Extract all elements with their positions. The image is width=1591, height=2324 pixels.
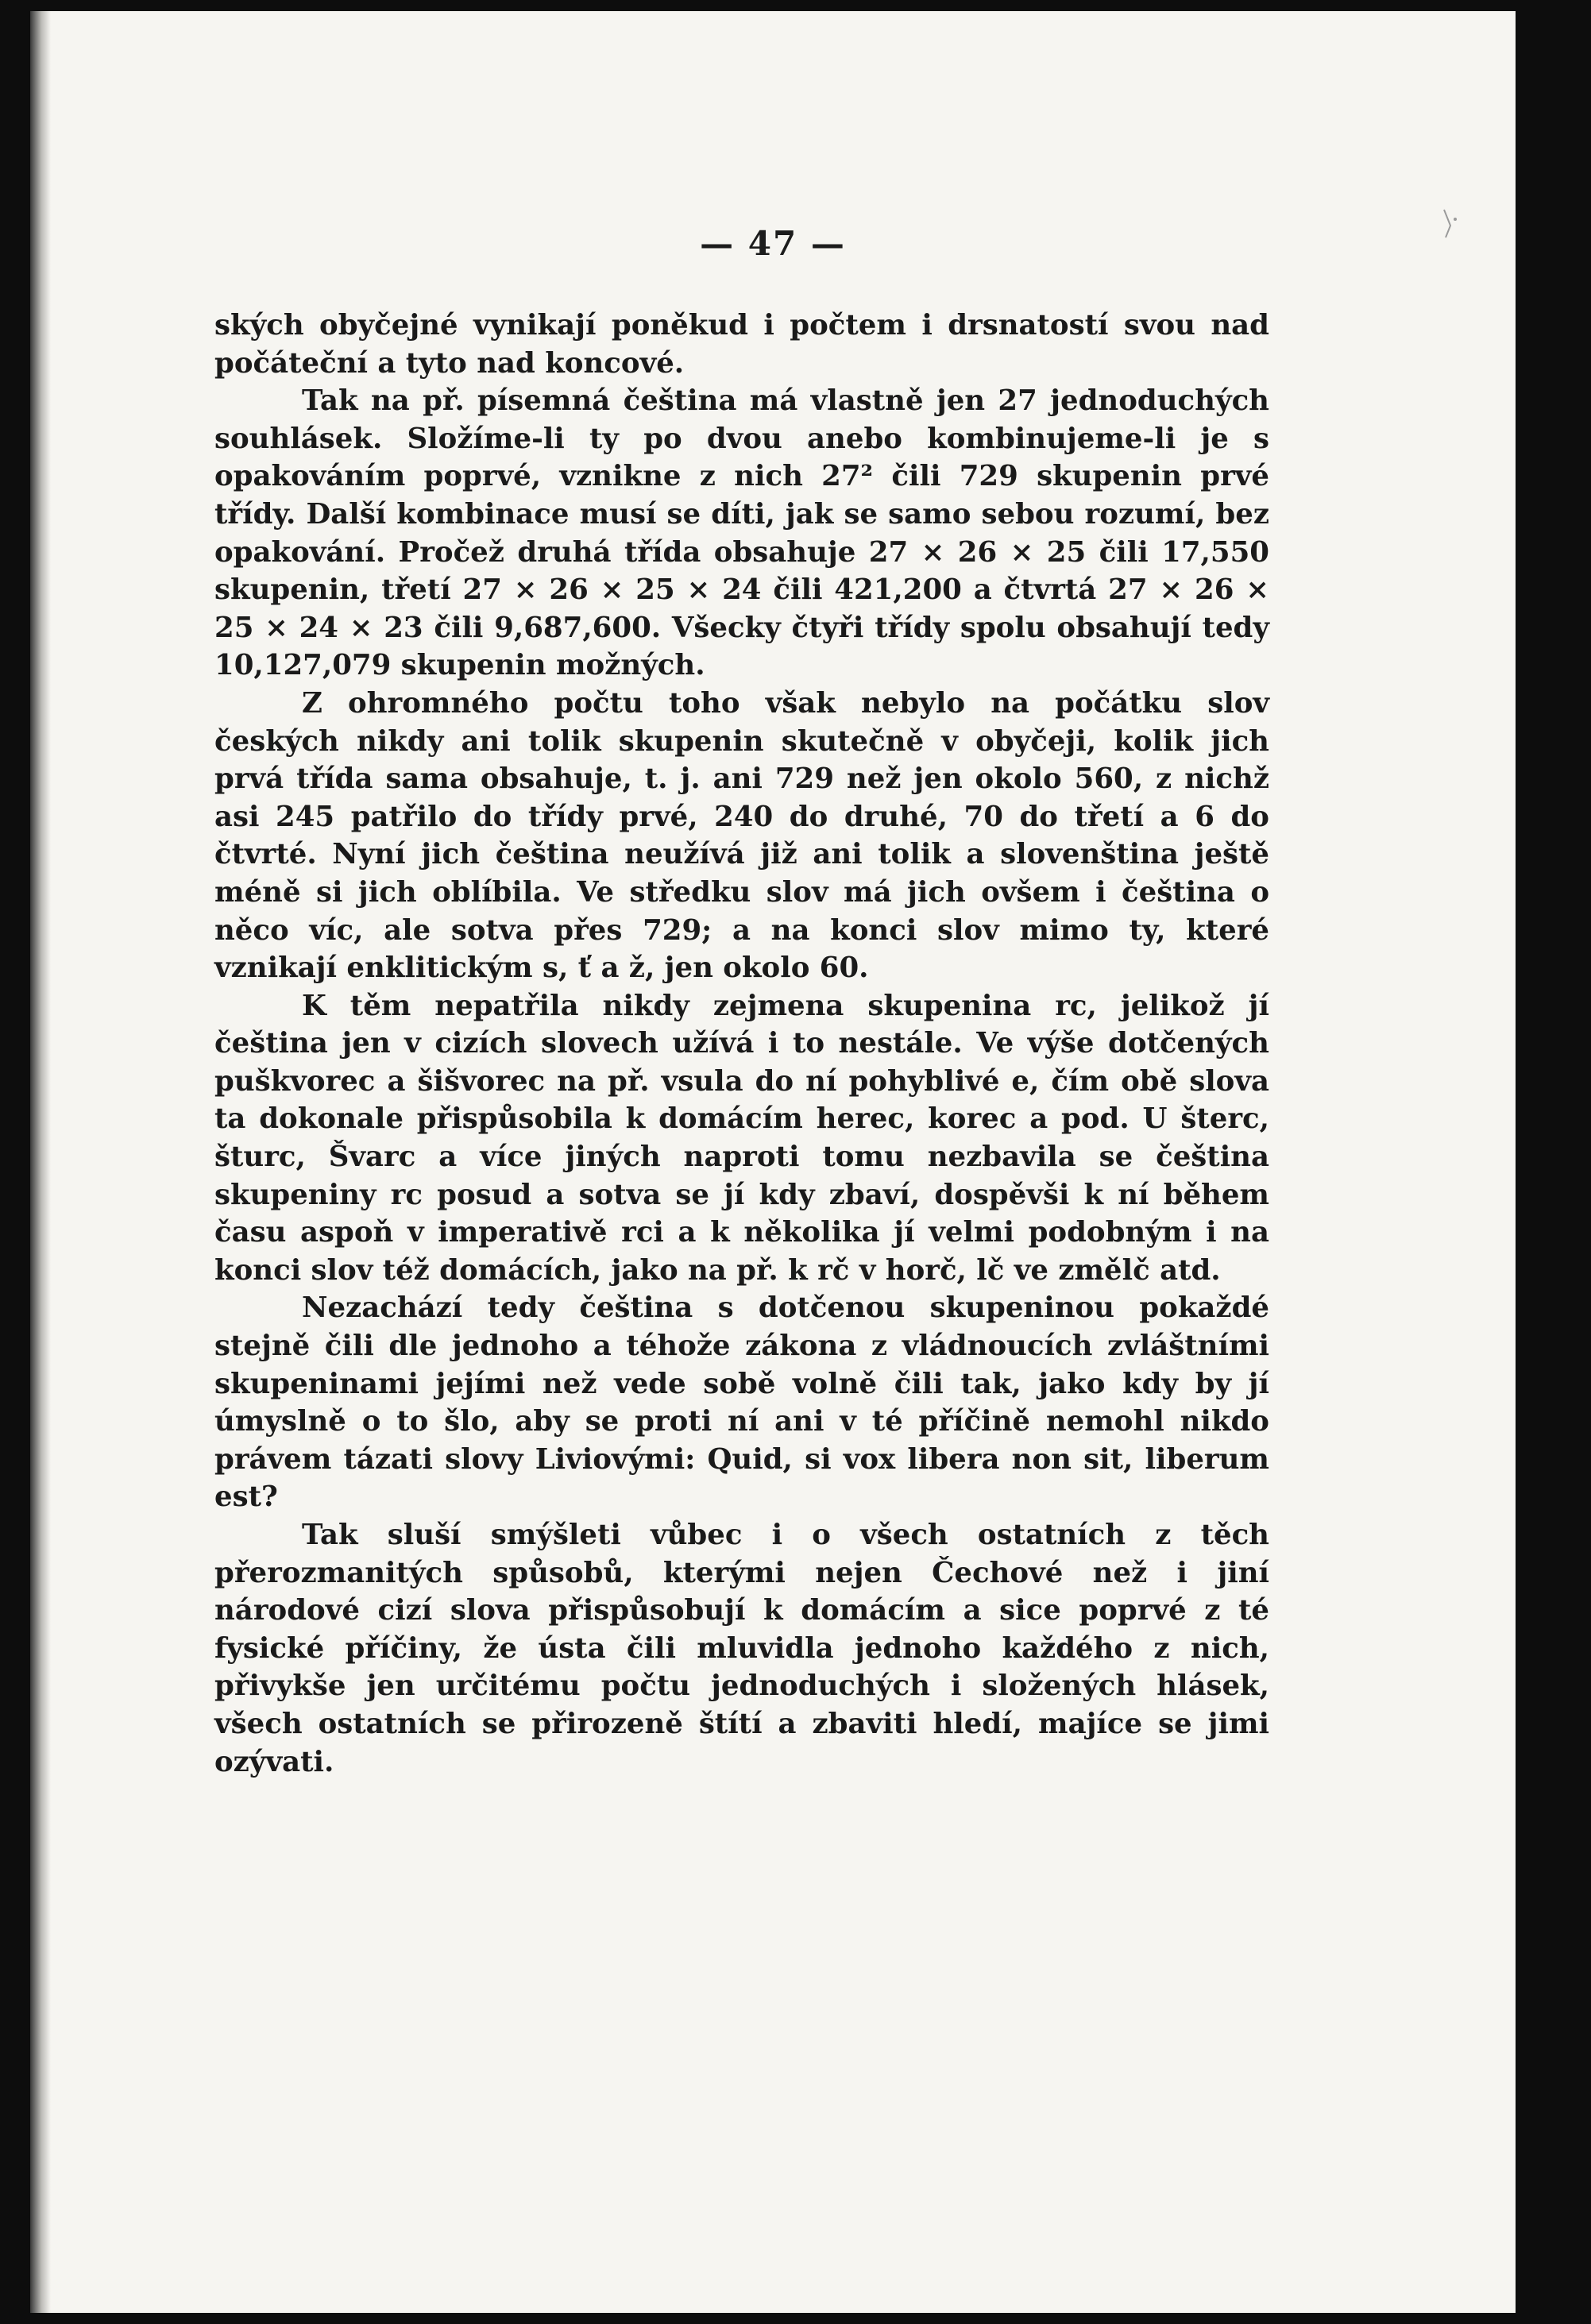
paragraph-1: ských obyčejné vynikají poněkud i počtem i drsnatostí svou nad počáteční a tyto nad koncové. [214, 309, 1269, 380]
scan-speck-mark [1436, 202, 1468, 249]
paragraph-3: Z ohromného počtu toho však nebylo na počátku slov českých nikdy ani tolik skupenin skutečně v obyčeji, kolik jich prvá třída sama obsahuje, t. j. ani 729 než jen okolo 560, z nichž asi 245 patřilo do třídy prvé, 240 do druhé, 70 do třetí a 6 do čtvrté. Nyní jich čeština neužívá již ani tolik a slovenština ještě méně si jich oblíbila. Ve středku slov má jich ovšem i čeština o něco víc, ale sotva přes 729; a na konci slov mimo ty, které vznikají enklitickým s, ť a ž, jen okolo 60. [214, 686, 1269, 985]
body-text [214, 307, 1269, 1781]
paragraph-6: Tak sluší smýšleti vůbec i o všech ostatních z těch přerozmanitých spůsobů, kterými nejen Čechové než i jiní národové cizí slova přispůsobují k domácím a sice poprvé z té fysické příčiny, že ústa čili mluvidla jednoho každého z nich, přivykše jen určitému počtu jednoduchých i složených hlásek, všech ostatních se přirozeně štítí a zbaviti hledí, majíce se jimi ozývati. [214, 1519, 1269, 1778]
paragraph-5: Nezachází tedy čeština s dotčenou skupeninou pokaždé stejně čili dle jednoho a téhože zákona z vládnoucích zvláštními skupeninami jejími než vede sobě volně čili tak, jako kdy by jí úmyslně o to šlo, aby se proti ní ani v té příčině nemohl nikdo právem tázati slovy Liviovými: Quid, si vox libera non sit, liberum est? [214, 1291, 1269, 1514]
paragraph-4: K těm nepatřila nikdy zejmena skupenina rc, jelikož jí čeština jen v cizích slovech užívá i to nestále. Ve výše dotčených puškvorec a šišvorec na př. vsula do ní pohyblivé e, čím obě slova ta dokonale přispůsobila k domácím herec, korec a pod. U šterc, šturc, Švarc a více jiných naproti tomu nezbavila se čeština skupeniny rc posud a sotva se jí kdy zbaví, dospěvši k ní během času aspoň v imperativě rci a k několika jí velmi podobným i na konci slov též domácích, jako na př. k rč v horč, lč ve změlč atd. [214, 989, 1269, 1287]
page-number: — 47 — [700, 224, 846, 263]
paragraph-2: Tak na př. písemná čeština má vlastně jen 27 jednoduchých souhlásek. Složíme-li ty po dvou anebo kombinujeme-li je s opakováním poprvé, vznikne z nich 27² čili 729 skupenin prvé třídy. Další kombinace musí se díti, jak se samo sebou rozumí, bez opakování. Pročež druhá třída obsahuje 27 × 26 × 25 čili 17,550 skupenin, třetí 27 × 26 × 25 × 24 čili 421,200 a čtvrtá 27 × 26 × 25 × 24 × 23 čili 9,687,600. Všecky čtyři třídy spolu obsahují tedy 10,127,079 skupenin možných. [214, 384, 1269, 682]
binding-shadow [30, 11, 51, 2313]
book-page [30, 11, 1516, 2313]
